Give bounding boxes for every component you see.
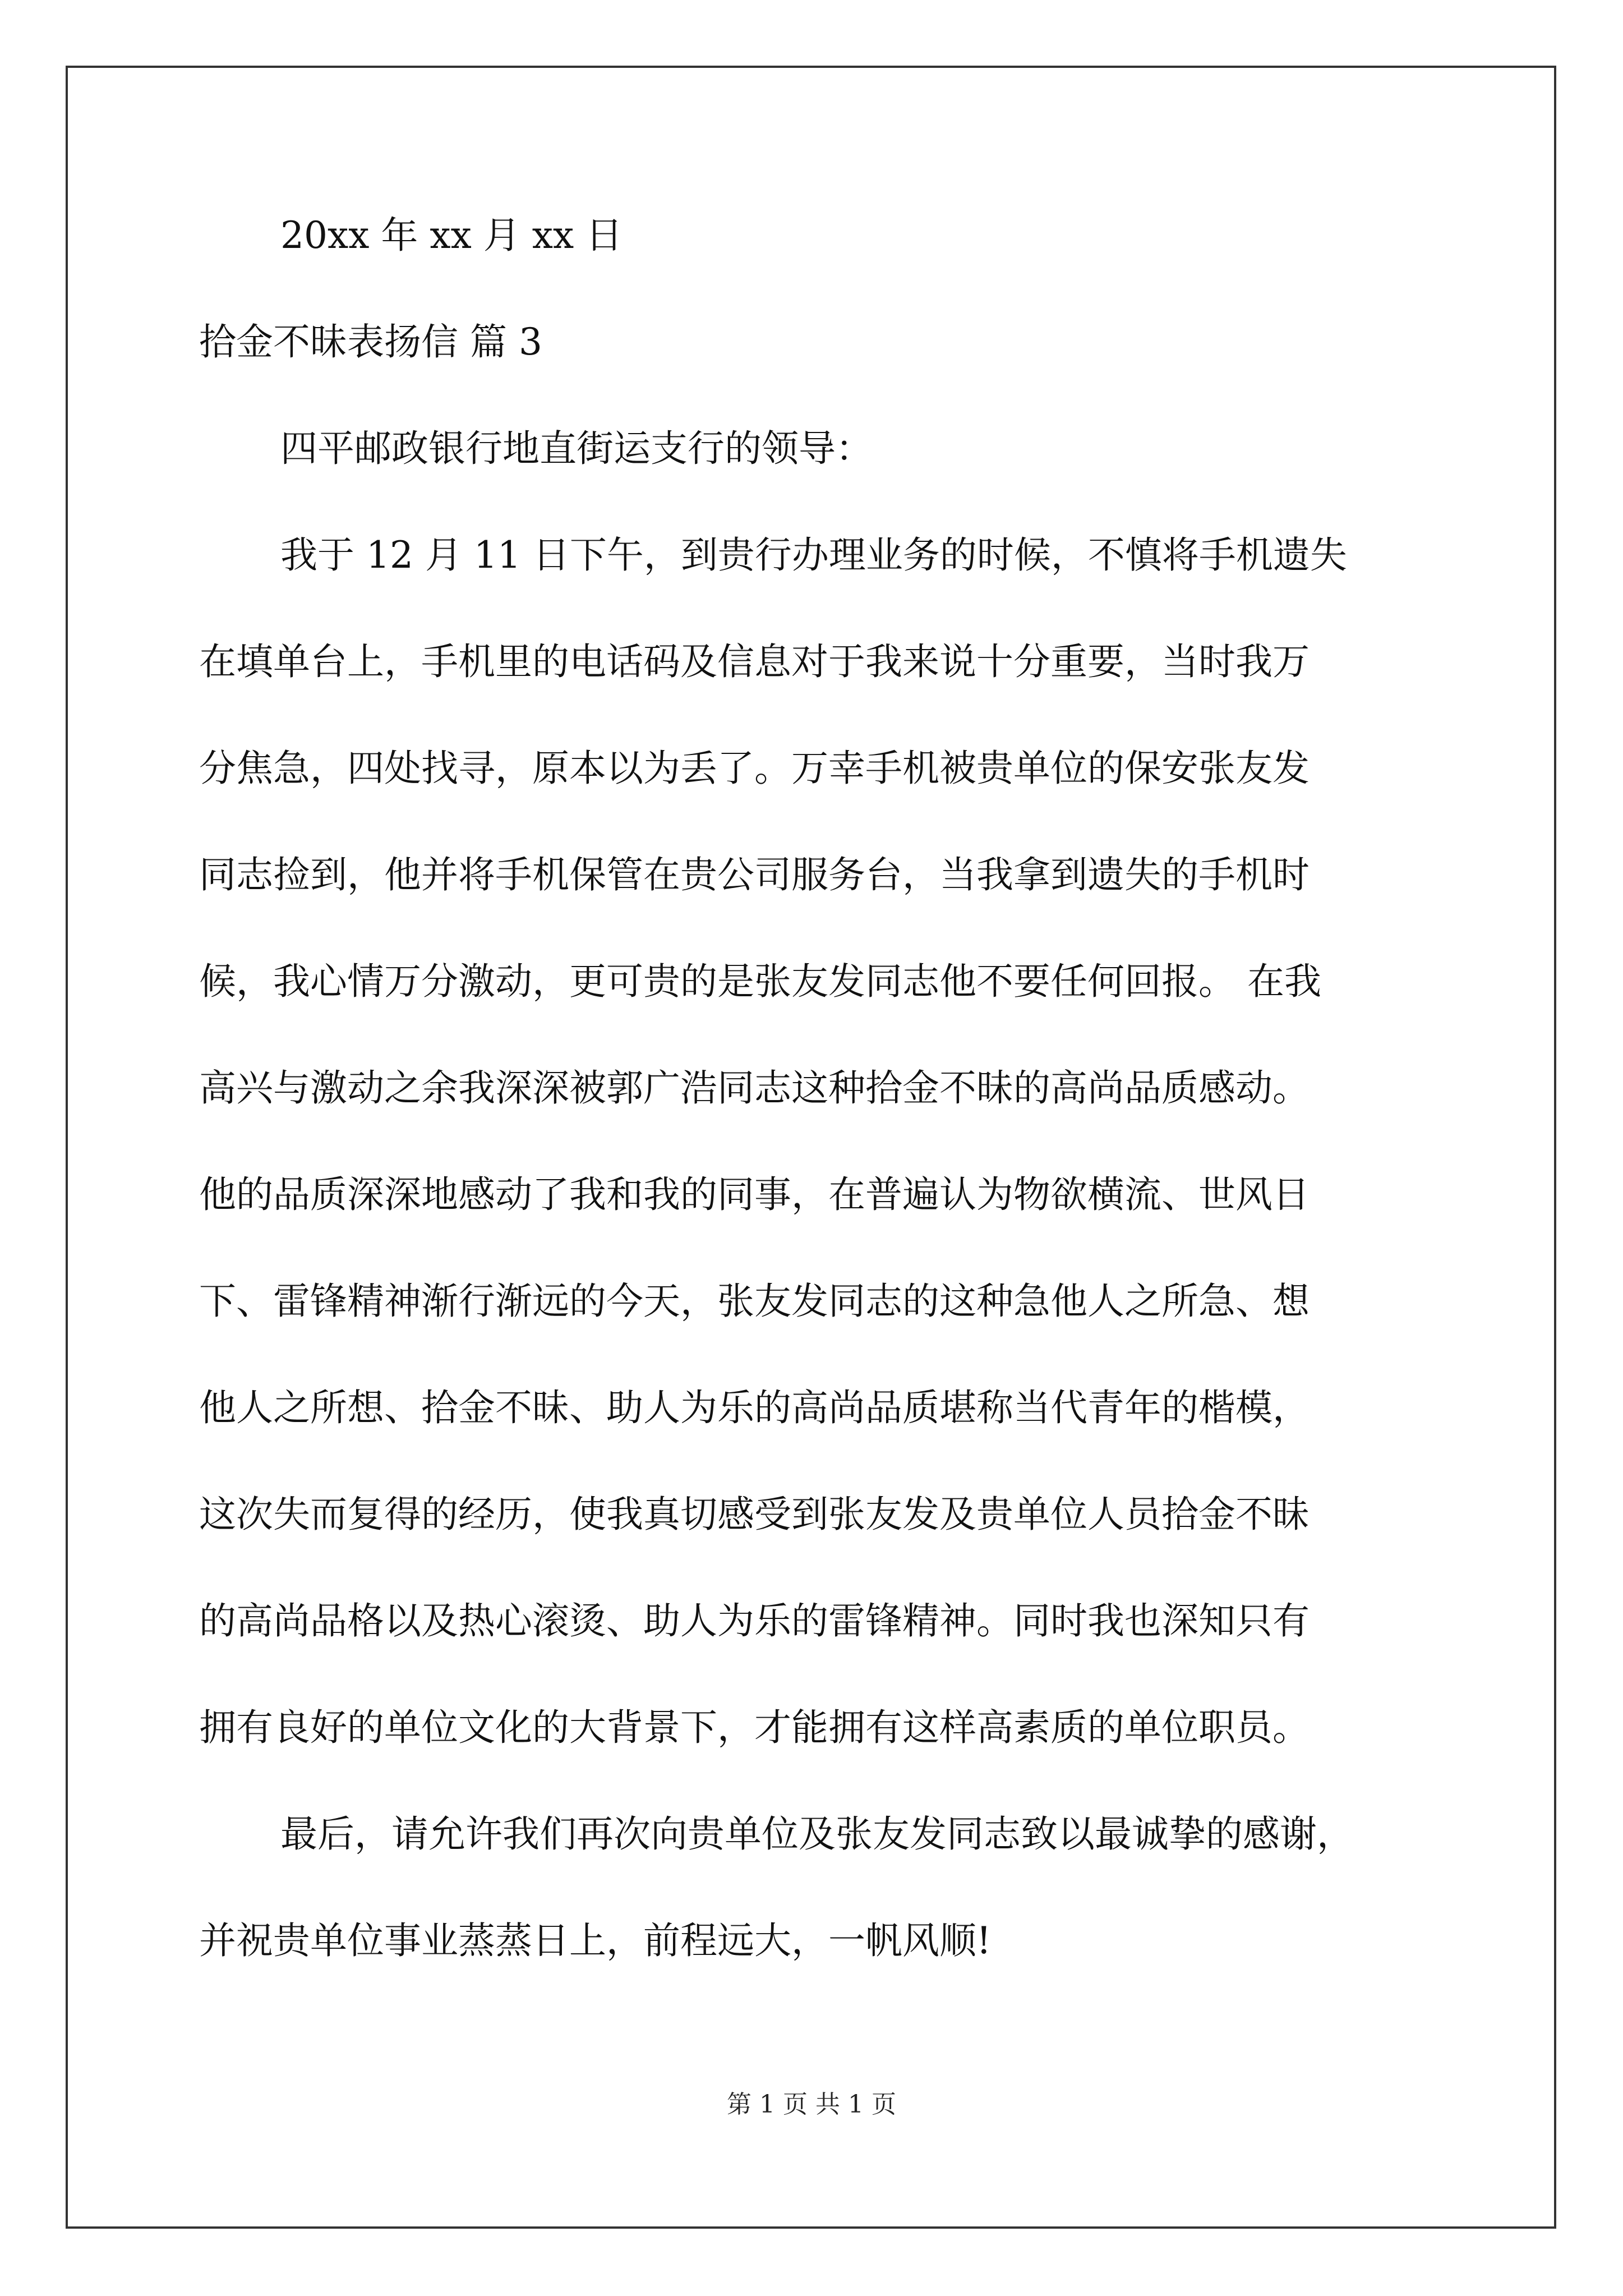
paragraph-line: 并祝贵单位事业蒸蒸日上，前程远大，一帆风顺! [199,1919,992,1962]
paragraph-line: 最后，请允许我们再次向贵单位及张友发同志致以最诚挚的感谢， [280,1812,1354,1856]
paragraph-line: 在填单台上，手机里的电话码及信息对于我来说十分重要，当时我万 [199,640,1310,683]
salutation: 四平邮政银行地直街运支行的领导： [280,427,873,470]
paragraph-line: 分焦急，四处找寻，原本以为丢了。万幸手机被贵单位的保安张友发 [199,747,1310,790]
page-footer: 第 1 页 共 1 页 [727,2090,896,2119]
paragraph-line: 他的品质深深地感动了我和我的同事，在普遍认为物欲横流、世风日 [199,1173,1310,1216]
paragraph-line: 他人之所想、拾金不昧、助人为乐的高尚品质堪称当代青年的楷模， [199,1386,1310,1429]
paragraph-line: 这次失而复得的经历，使我真切感受到张友发及贵单位人员拾金不昧 [199,1493,1310,1536]
paragraph-line: 的高尚品格以及热心滚烫、助人为乐的雷锋精神。同时我也深知只有 [199,1599,1310,1642]
paragraph-line: 拥有良好的单位文化的大背景下，才能拥有这样高素质的单位职员。 [199,1706,1310,1749]
section-title: 拾金不昧表扬信 篇 3 [199,320,542,364]
paragraph-line: 高兴与激动之余我深深被郭广浩同志这种拾金不昧的高尚品质感动。 [199,1066,1310,1110]
paragraph-line: 下、雷锋精神渐行渐远的今天，张友发同志的这种急他人之所急、想 [199,1280,1310,1323]
paragraph-line: 候，我心情万分激动，更可贵的是张友发同志他不要任何回报。 在我 [199,960,1321,1003]
page-border [66,66,1556,2229]
date-line: 20xx 年 xx 月 xx 日 [280,214,623,257]
paragraph-line: 同志捡到，他并将手机保管在贵公司服务台，当我拿到遗失的手机时 [199,853,1310,896]
paragraph-line: 我于 12 月 11 日下午，到贵行办理业务的时候，不慎将手机遗失 [280,533,1347,577]
